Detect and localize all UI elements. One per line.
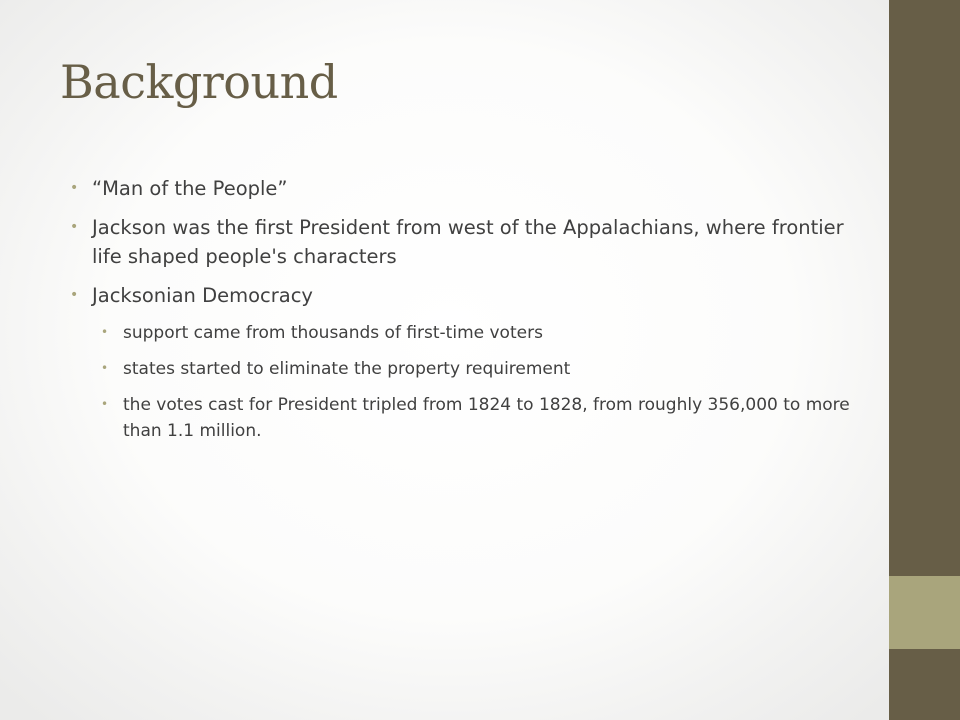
sub-bullet-item — [101, 356, 870, 382]
bullet-icon: • — [101, 361, 109, 375]
sub-bullet-item — [101, 392, 870, 444]
bullet-text: Jackson was the first President from west of the Appalachians, where frontier life shaped people's characters — [92, 216, 844, 268]
bullet-icon: • — [101, 397, 109, 411]
bullet-icon: • — [70, 180, 79, 196]
bullet-list — [70, 174, 870, 454]
bullet-icon: • — [101, 325, 109, 339]
bullet-item — [70, 213, 870, 271]
slide-title: Background — [60, 55, 338, 109]
sub-bullet-text: support came from thousands of first-time voters — [123, 323, 543, 343]
sub-bullet-text: the votes cast for President tripled from 1824 to 1828, from roughly 356,000 to more than 1.1 million. — [123, 395, 850, 441]
bullet-item — [70, 174, 870, 203]
bullet-text: “Man of the People” — [92, 177, 288, 200]
bullet-icon: • — [70, 219, 79, 235]
bullet-item — [70, 281, 870, 310]
side-bar-accent — [889, 576, 960, 649]
bullet-icon: • — [70, 287, 79, 303]
sub-bullet-text: states started to eliminate the property requirement — [123, 359, 571, 379]
bullet-text: Jacksonian Democracy — [92, 284, 313, 307]
sub-bullet-item — [101, 320, 870, 346]
